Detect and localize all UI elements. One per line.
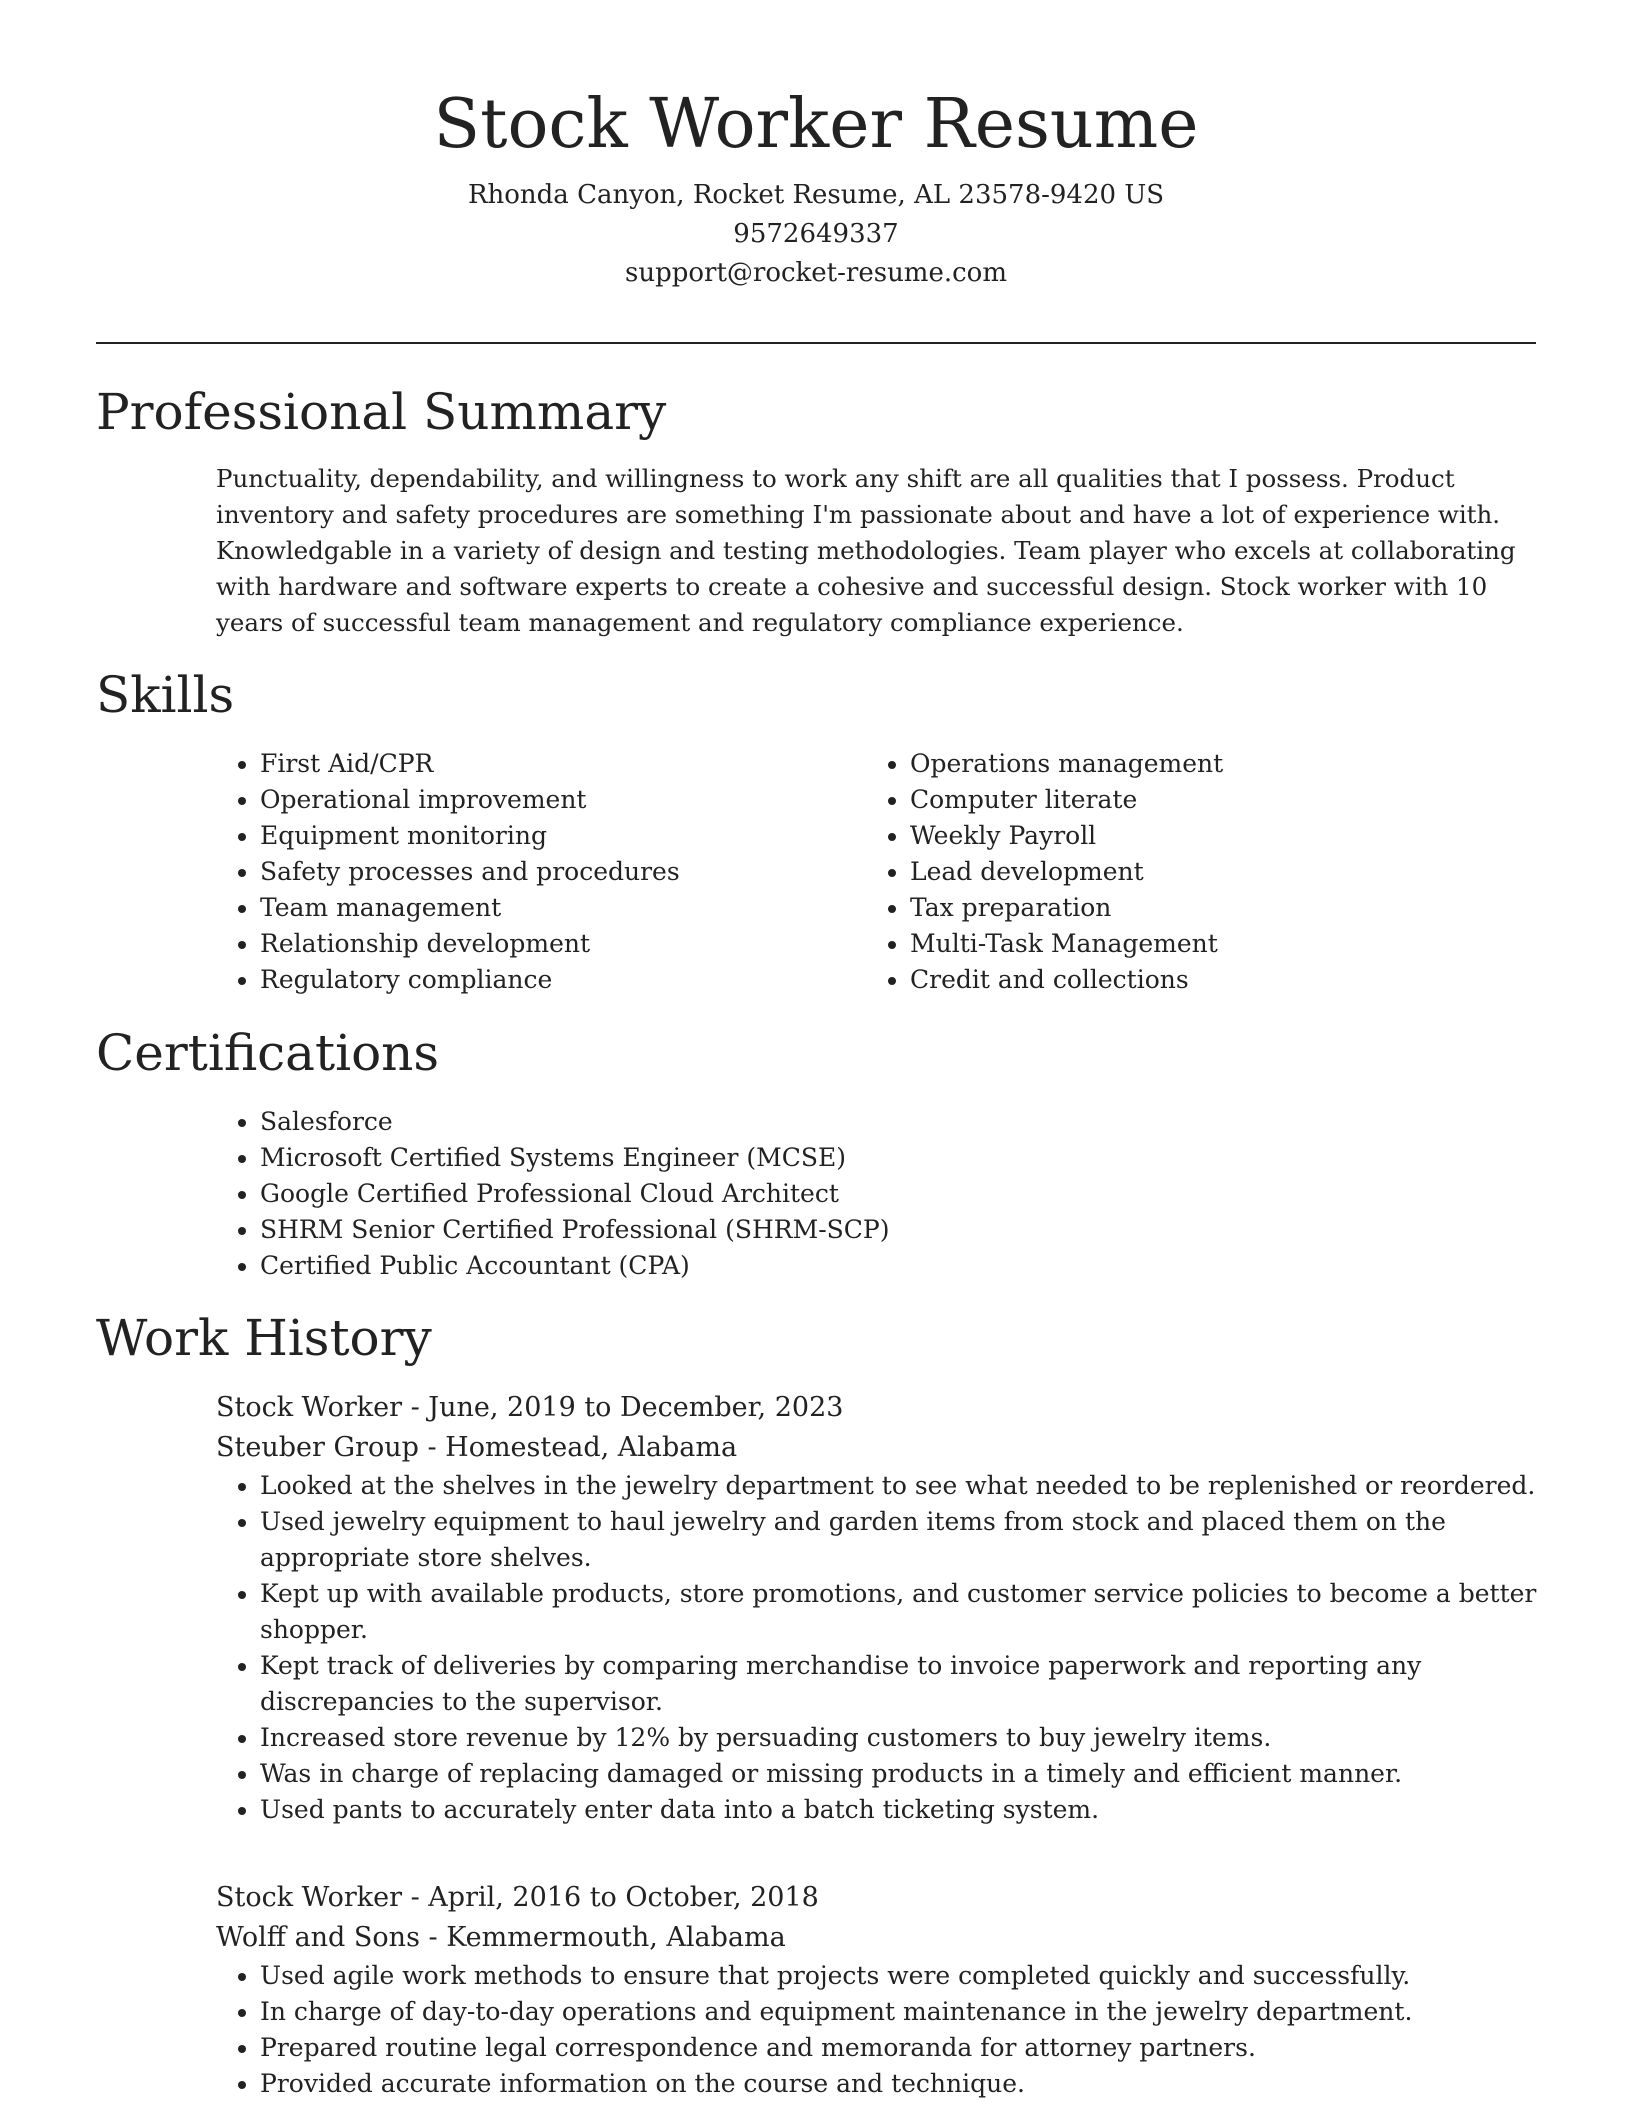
work-history-heading: Work History <box>96 1309 432 1367</box>
certification-item: • SHRM Senior Certified Professional (SHRM-SCP) <box>260 1212 1536 1248</box>
certification-item: • Microsoft Certified Systems Engineer (MCSE) <box>260 1140 1536 1176</box>
job-duty-item: • Used agile work methods to ensure that projects were completed quickly and successfully. <box>260 1958 1546 1994</box>
resume-header <box>96 80 1536 293</box>
skill-item: • Safety processes and procedures <box>260 854 866 890</box>
skill-item: • First Aid/CPR <box>260 746 866 782</box>
skill-item: • Relationship development <box>260 926 866 962</box>
job-duty-item: • In charge of day-to-day operations and equipment maintenance in the jewelry department. <box>260 1994 1546 2030</box>
job-duty-item: • Increased store revenue by 12% by persuading customers to buy jewelry items. <box>260 1720 1546 1756</box>
skill-item: • Equipment monitoring <box>260 818 866 854</box>
contact-email: support@rocket-resume.com <box>624 258 1007 288</box>
job-entry <box>216 1878 1546 2102</box>
skill-item: • Operational improvement <box>260 782 866 818</box>
job-duty-item: • Prepared routine legal correspondence and memoranda for attorney partners. <box>260 2030 1546 2066</box>
job-title-dates: Stock Worker - June, 2019 to December, 2023 <box>216 1392 844 1423</box>
job-duties <box>216 1468 1546 1828</box>
job-duty-item: • Looked at the shelves in the jewelry department to see what needed to be replenished or reordered. <box>260 1468 1546 1504</box>
skill-item: • Team management <box>260 890 866 926</box>
certifications-heading: Certifications <box>96 1024 440 1082</box>
skills-list <box>216 746 1536 998</box>
skill-item: • Lead development <box>910 854 1516 890</box>
job-title-dates: Stock Worker - April, 2016 to October, 2018 <box>216 1882 819 1913</box>
skill-item: • Credit and collections <box>910 962 1516 998</box>
skill-item: • Multi-Task Management <box>910 926 1516 962</box>
certifications-list <box>216 1104 1536 1284</box>
summary-heading: Professional Summary <box>96 383 667 441</box>
job-duty-item: • Kept up with available products, store promotions, and customer service policies to become a better shopper. <box>260 1576 1546 1648</box>
job-duty-item: • Used pants to accurately enter data into a batch ticketing system. <box>260 1792 1546 1828</box>
skill-item: • Weekly Payroll <box>910 818 1516 854</box>
job-duty-item: • Was in charge of replacing damaged or missing products in a timely and efficient manner. <box>260 1756 1546 1792</box>
job-duty-item: • Used jewelry equipment to haul jewelry and garden items from stock and placed them on the appropriate store shelves. <box>260 1504 1546 1576</box>
job-duty-item: • Provided accurate information on the course and technique. <box>260 2066 1546 2102</box>
header-divider <box>96 342 1536 344</box>
contact-phone: 9572649337 <box>733 219 899 249</box>
certification-item: • Salesforce <box>260 1104 1536 1140</box>
job-entry <box>216 1388 1546 1828</box>
skill-item: • Operations management <box>910 746 1516 782</box>
job-duty-item: • Kept track of deliveries by comparing merchandise to invoice paperwork and reporting any discrepancies to the supervisor. <box>260 1648 1546 1720</box>
certification-item: • Certified Public Accountant (CPA) <box>260 1248 1536 1284</box>
job-duties <box>216 1958 1546 2102</box>
page-title: Stock Worker Resume <box>433 85 1199 164</box>
skills-heading: Skills <box>96 666 235 724</box>
job-company-location: Steuber Group - Homestead, Alabama <box>216 1432 738 1463</box>
skills-column-right <box>866 746 1516 998</box>
skill-item: • Regulatory compliance <box>260 962 866 998</box>
skill-item: • Tax preparation <box>910 890 1516 926</box>
skill-item: • Computer literate <box>910 782 1516 818</box>
summary-text: Punctuality, dependability, and willingness to work any shift are all qualities that I possess. Product inventory and safety procedures are something I'm passionate about and have a lot of experience with. Knowledgable in a variety of design and testing methodologies. Team player who excels at collaborating with hardware and software experts to create a cohesive and successful design. Stock worker with 10 years of successful team management and regulatory compliance experience. <box>216 464 1516 637</box>
contact-address: Rhonda Canyon, Rocket Resume, AL 23578-9420 US <box>467 180 1165 210</box>
skills-column-left <box>216 746 866 998</box>
certification-item: • Google Certified Professional Cloud Architect <box>260 1176 1536 1212</box>
job-company-location: Wolff and Sons - Kemmermouth, Alabama <box>216 1922 786 1953</box>
